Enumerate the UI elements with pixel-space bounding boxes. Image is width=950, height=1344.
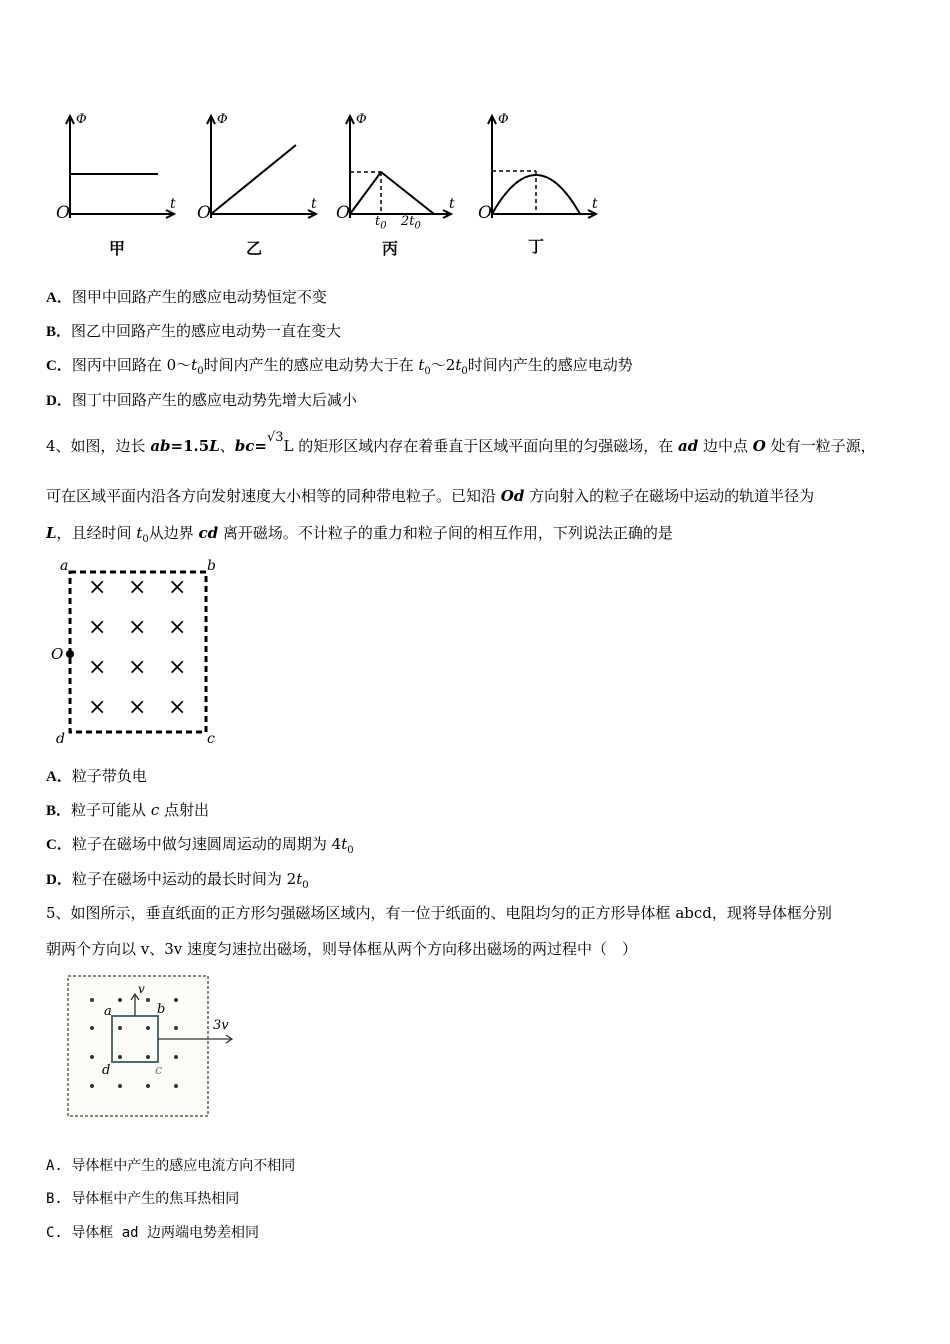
field-cross: × — [168, 615, 187, 640]
q5-fig-label-c: c — [155, 1063, 163, 1078]
q4-stem-line3: L，且经时间 $t_0$从边界 cd 离开磁场。不计粒子的重力和粒子间的相互作用，下列说法正确的是 — [46, 524, 673, 545]
q4-fig-label-O: O — [51, 645, 64, 663]
q4-option-a: A．粒子带负电 — [46, 767, 147, 785]
q4-fig-label-a: a — [60, 558, 69, 574]
q4-option-d: D．粒子在磁场中运动的最长时间为 $2t_0$ — [46, 870, 309, 891]
field-cross: × — [168, 695, 187, 720]
graph-caption-bing: 丙 — [382, 239, 399, 258]
q4-fig-label-b: b — [207, 558, 216, 574]
field-cross: × — [128, 695, 147, 720]
q4-fig-label-c: c — [207, 731, 215, 747]
q4-stem-line1: 4、如图，边长 ab=1.5L、bc=√3L 的矩形区域内存在着垂直于区域平面向里的匀强磁场，在 ad 边中点 O 处有一粒子源， — [46, 430, 876, 455]
graph1-phi-label: Φ — [76, 112, 87, 127]
graph4-origin: O — [478, 203, 492, 223]
q5-stem-line1: 5、如图所示，垂直纸面的正方形匀强磁场区域内，有一位于纸面的、电阻均匀的正方形导体框 abcd，现将导体框分别 — [46, 904, 832, 922]
field-cross: × — [168, 655, 187, 680]
graph-caption-ding: 丁 — [528, 237, 545, 256]
q4-option-c: C．粒子在磁场中做匀速圆周运动的周期为 $4t_0$ — [46, 835, 354, 856]
field-cross: × — [88, 695, 107, 720]
q5-fig-label-a: a — [104, 1004, 112, 1019]
field-cross: × — [88, 575, 107, 600]
field-cross: × — [88, 655, 107, 680]
q5-option-a: A. 导体框中产生的感应电流方向不相同 — [46, 1158, 296, 1174]
graph2-origin: O — [197, 203, 211, 223]
q4-fig-label-d: d — [56, 731, 65, 747]
graph3-t-label: t — [449, 196, 455, 212]
square-field-loop-figure — [64, 972, 244, 1120]
q5-fig-label-3v: 3v — [213, 1018, 229, 1033]
graph1-t-label: t — [170, 196, 176, 212]
graph3-origin: O — [336, 203, 350, 223]
graph3-2t0-tick: $2t_0$ — [401, 214, 421, 232]
field-cross: × — [88, 615, 107, 640]
q5-option-b: B. 导体框中产生的焦耳热相同 — [46, 1191, 240, 1207]
field-cross: × — [128, 575, 147, 600]
q3-option-c: C．图丙中回路在 $0\sim t_0$时间内产生的感应电动势大于在 $t_0\sim 2t_0$时间内产生的感应电动势 — [46, 356, 633, 377]
graph2-phi-label: Φ — [217, 112, 228, 127]
q5-option-c: C. 导体框 ad 边两端电势差相同 — [46, 1225, 260, 1241]
q4-option-b: B．粒子可能从 c 点射出 — [46, 801, 209, 819]
q4-stem-line2: 可在区域平面内沿各方向发射速度大小相等的同种带电粒子。已知沿 Od 方向射入的粒子在磁场中运动的轨道半径为 — [46, 487, 815, 505]
field-cross: × — [128, 615, 147, 640]
graph4-t-label: t — [592, 196, 598, 212]
graph-caption-jia: 甲 — [109, 239, 126, 258]
q5-fig-label-d: d — [102, 1063, 111, 1078]
field-cross: × — [128, 655, 147, 680]
graph1-origin: O — [56, 203, 70, 223]
field-cross: × — [168, 575, 187, 600]
graph3-t0-tick: $t_0$ — [375, 214, 387, 232]
q3-option-b: B．图乙中回路产生的感应电动势一直在变大 — [46, 322, 342, 340]
q3-option-a: A．图甲中回路产生的感应电动势恒定不变 — [46, 288, 327, 306]
q3-option-d: D．图丁中回路产生的感应电动势先增大后减小 — [46, 391, 357, 409]
q5-fig-label-v: v — [138, 982, 145, 996]
q5-fig-label-b: b — [157, 1002, 166, 1017]
graph4-phi-label: Φ — [498, 112, 509, 127]
graph3-phi-label: Φ — [356, 112, 367, 127]
q5-stem-line2: 朝两个方向以 v、3v 速度匀速拉出磁场，则导体框从两个方向移出磁场的两过程中（ ） — [46, 940, 638, 958]
graph2-t-label: t — [311, 196, 317, 212]
graph-caption-yi: 乙 — [246, 239, 263, 258]
